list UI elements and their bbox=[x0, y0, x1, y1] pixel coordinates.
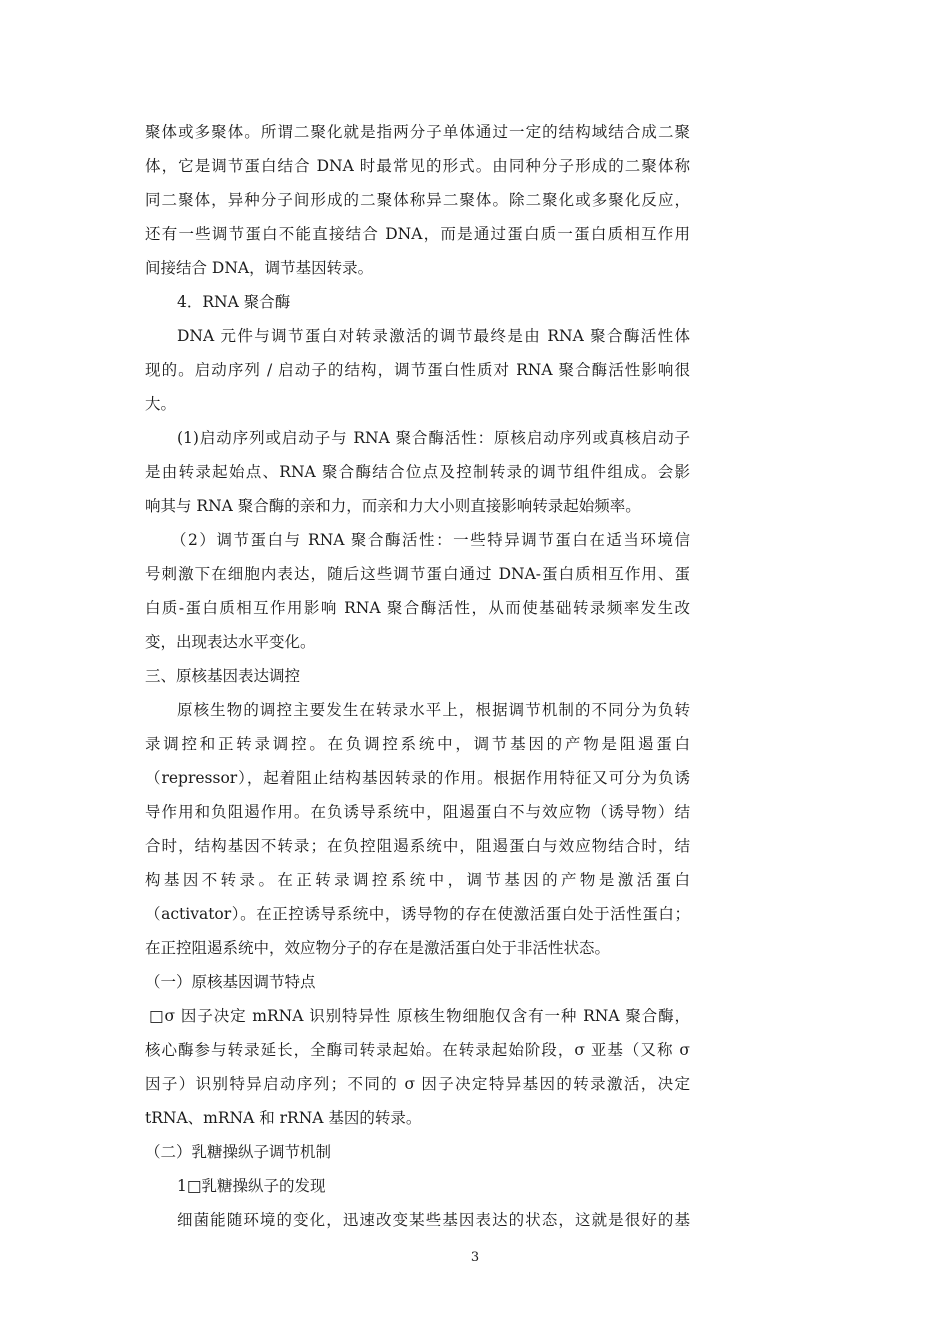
text-line: 在正控阻遏系统中，效应物分子的存在是激活蛋白处于非活性状态。 bbox=[145, 939, 611, 957]
body-text bbox=[145, 115, 690, 1237]
text-line: 三、原核基因表达调控 bbox=[145, 667, 301, 685]
text-line: （一）原核基因调节特点 bbox=[145, 973, 316, 991]
text-line: 聚体或多聚体。所谓二聚化就是指两分子单体通过一定的结构域结合成二聚 bbox=[145, 123, 690, 141]
text-line: □σ 因子决定 mRNA 识别特异性 原核生物细胞仅含有一种 RNA 聚合酶， bbox=[149, 1007, 690, 1025]
text-line: 1□乳糖操纵子的发现 bbox=[177, 1177, 326, 1195]
text-line: 细菌能随环境的变化，迅速改变某些基因表达的状态，这就是很好的基 bbox=[177, 1211, 690, 1229]
text-line: （二）乳糖操纵子调节机制 bbox=[145, 1143, 332, 1161]
text-line: 因子）识别特异启动序列；不同的 σ 因子决定特异基因的转录激活，决定 bbox=[145, 1075, 690, 1093]
text-line: 合时，结构基因不转录；在负控阻遏系统中，阻遏蛋白与效应物结合时，结 bbox=[145, 837, 690, 855]
text-line: 导作用和负阻遏作用。在负诱导系统中，阻遏蛋白不与效应物（诱导物）结 bbox=[145, 803, 690, 821]
text-line: 是由转录起始点、RNA 聚合酶结合位点及控制转录的调节组件组成。会影 bbox=[145, 463, 690, 481]
text-line: （activator）。在正控诱导系统中，诱导物的存在使激活蛋白处于活性蛋白； bbox=[145, 905, 690, 923]
text-line: 体，它是调节蛋白结合 DNA 时最常见的形式。由同种分子形成的二聚体称 bbox=[145, 157, 690, 175]
text-line: 还有一些调节蛋白不能直接结合 DNA，而是通过蛋白质一蛋白质相互作用 bbox=[145, 225, 690, 243]
text-line: 变，出现表达水平变化。 bbox=[145, 633, 316, 651]
text-line: 构基因不转录。在正转录调控系统中，调节基因的产物是激活蛋白 bbox=[145, 871, 690, 889]
text-line: 核心酶参与转录延长，全酶司转录起始。在转录起始阶段，σ 亚基（又称 σ bbox=[145, 1041, 690, 1059]
text-line: 原核生物的调控主要发生在转录水平上，根据调节机制的不同分为负转 bbox=[177, 701, 690, 719]
text-line: 现的。启动序列 / 启动子的结构，调节蛋白性质对 RNA 聚合酶活性影响很 bbox=[145, 361, 690, 379]
text-line: 4．RNA 聚合酶 bbox=[177, 293, 291, 311]
text-line: （repressor），起着阻止结构基因转录的作用。根据作用特征又可分为负诱 bbox=[145, 769, 690, 787]
text-line: 录调控和正转录调控。在负调控系统中，调节基因的产物是阻遏蛋白 bbox=[145, 735, 690, 753]
page-number: 3 bbox=[470, 1250, 480, 1265]
text-line: 间接结合 DNA，调节基因转录。 bbox=[145, 259, 374, 277]
text-line: 大。 bbox=[145, 395, 177, 413]
text-line: 响其与 RNA 聚合酶的亲和力，而亲和力大小则直接影响转录起始频率。 bbox=[145, 497, 641, 515]
text-line: DNA 元件与调节蛋白对转录激活的调节最终是由 RNA 聚合酶活性体 bbox=[177, 327, 690, 345]
text-line: (1)启动序列或启动子与 RNA 聚合酶活性：原核启动序列或真核启动子 bbox=[177, 429, 690, 447]
text-line: tRNA、mRNA 和 rRNA 基因的转录。 bbox=[145, 1109, 422, 1127]
text-line: 号刺激下在细胞内表达，随后这些调节蛋白通过 DNA-蛋白质相互作用、蛋 bbox=[145, 565, 690, 583]
text-line: 白质-蛋白质相互作用影响 RNA 聚合酶活性，从而使基础转录频率发生改 bbox=[145, 599, 690, 617]
text-line: 同二聚体，异种分子间形成的二聚体称异二聚体。除二聚化或多聚化反应， bbox=[145, 191, 690, 209]
text-line: （2）调节蛋白与 RNA 聚合酶活性：一些特异调节蛋白在适当环境信 bbox=[171, 531, 690, 549]
